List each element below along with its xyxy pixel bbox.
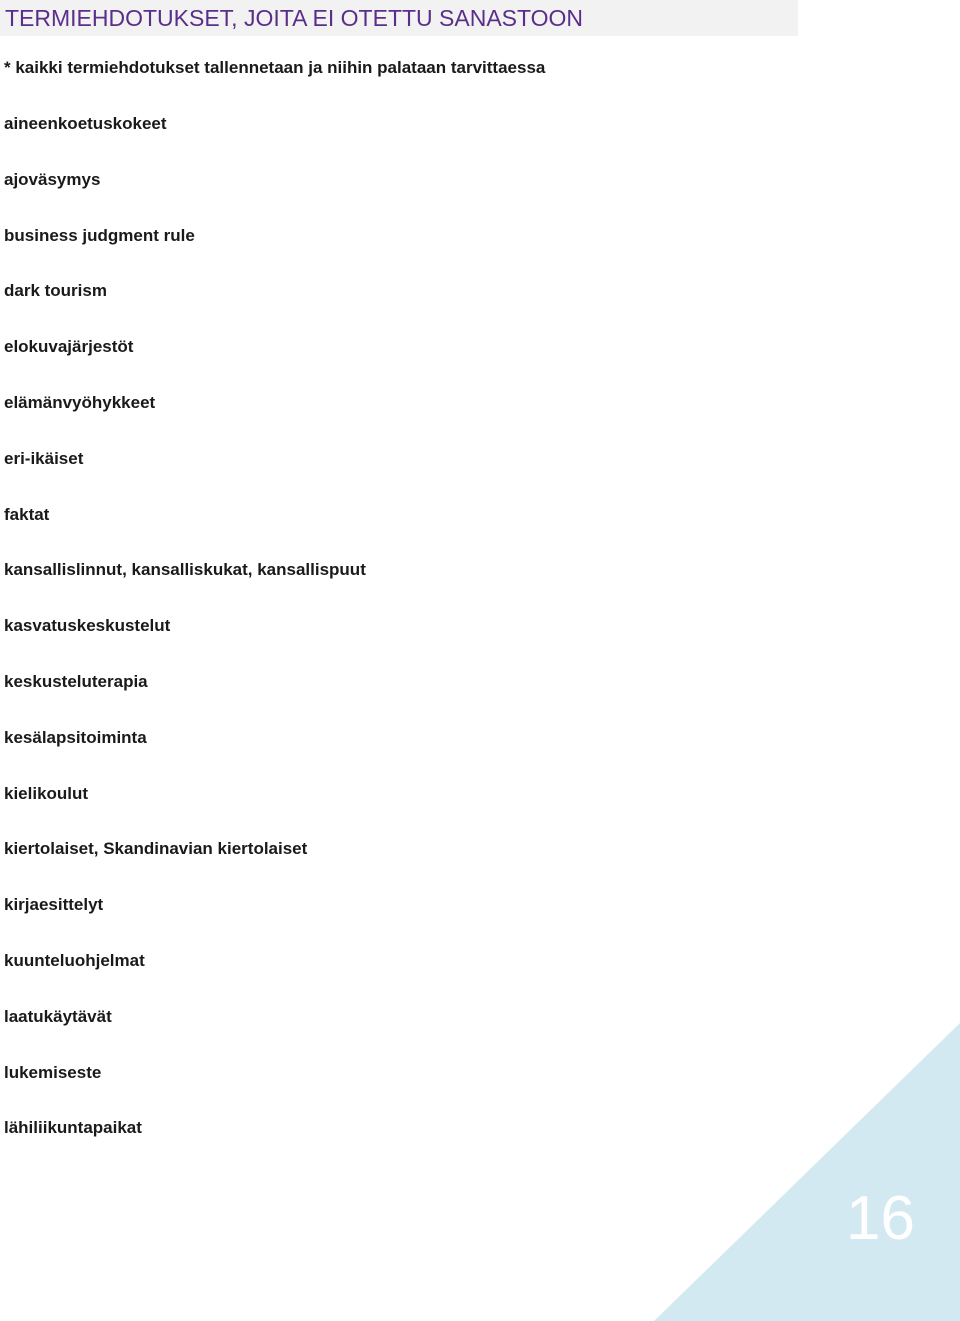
- page-number: 16: [846, 1184, 915, 1253]
- term-item: lukemiseste: [4, 1062, 102, 1082]
- term-item: lähiliikuntapaikat: [4, 1118, 142, 1138]
- corner-triangle: [654, 1023, 960, 1321]
- term-item: aineenkoetuskokeet: [4, 114, 167, 133]
- term-item: keskusteluterapia: [4, 671, 148, 691]
- term-item: ajoväsymys: [4, 169, 101, 189]
- term-item: kasvatuskeskustelut: [4, 616, 171, 636]
- term-item: kiertolaiset, Skandinavian kiertolaiset: [4, 839, 308, 859]
- term-list: [4, 113, 366, 1173]
- term-item: kansallislinnut, kansalliskukat, kansallispuut: [4, 560, 366, 580]
- term-item: faktat: [4, 504, 50, 524]
- term-item: kesälapsitoiminta: [4, 727, 147, 747]
- term-item: laatukäytävät: [4, 1006, 112, 1026]
- term-item: eri-ikäiset: [4, 448, 84, 468]
- title-bar: [0, 0, 798, 36]
- term-item: elämänvyöhykkeet: [4, 392, 156, 412]
- corner-decoration: [654, 1023, 960, 1321]
- term-item: kielikoulut: [4, 783, 89, 803]
- term-item: kirjaesittelyt: [4, 895, 104, 915]
- term-item: dark tourism: [4, 281, 107, 301]
- term-item: business judgment rule: [4, 225, 195, 245]
- term-item: kuunteluohjelmat: [4, 950, 145, 970]
- term-item: elokuvajärjestöt: [4, 337, 134, 357]
- page-title: TERMIEHDOTUKSET, JOITA EI OTETTU SANASTOON: [5, 5, 584, 31]
- note-text: * kaikki termiehdotukset tallennetaan ja niihin palataan tarvittaessa: [4, 58, 546, 77]
